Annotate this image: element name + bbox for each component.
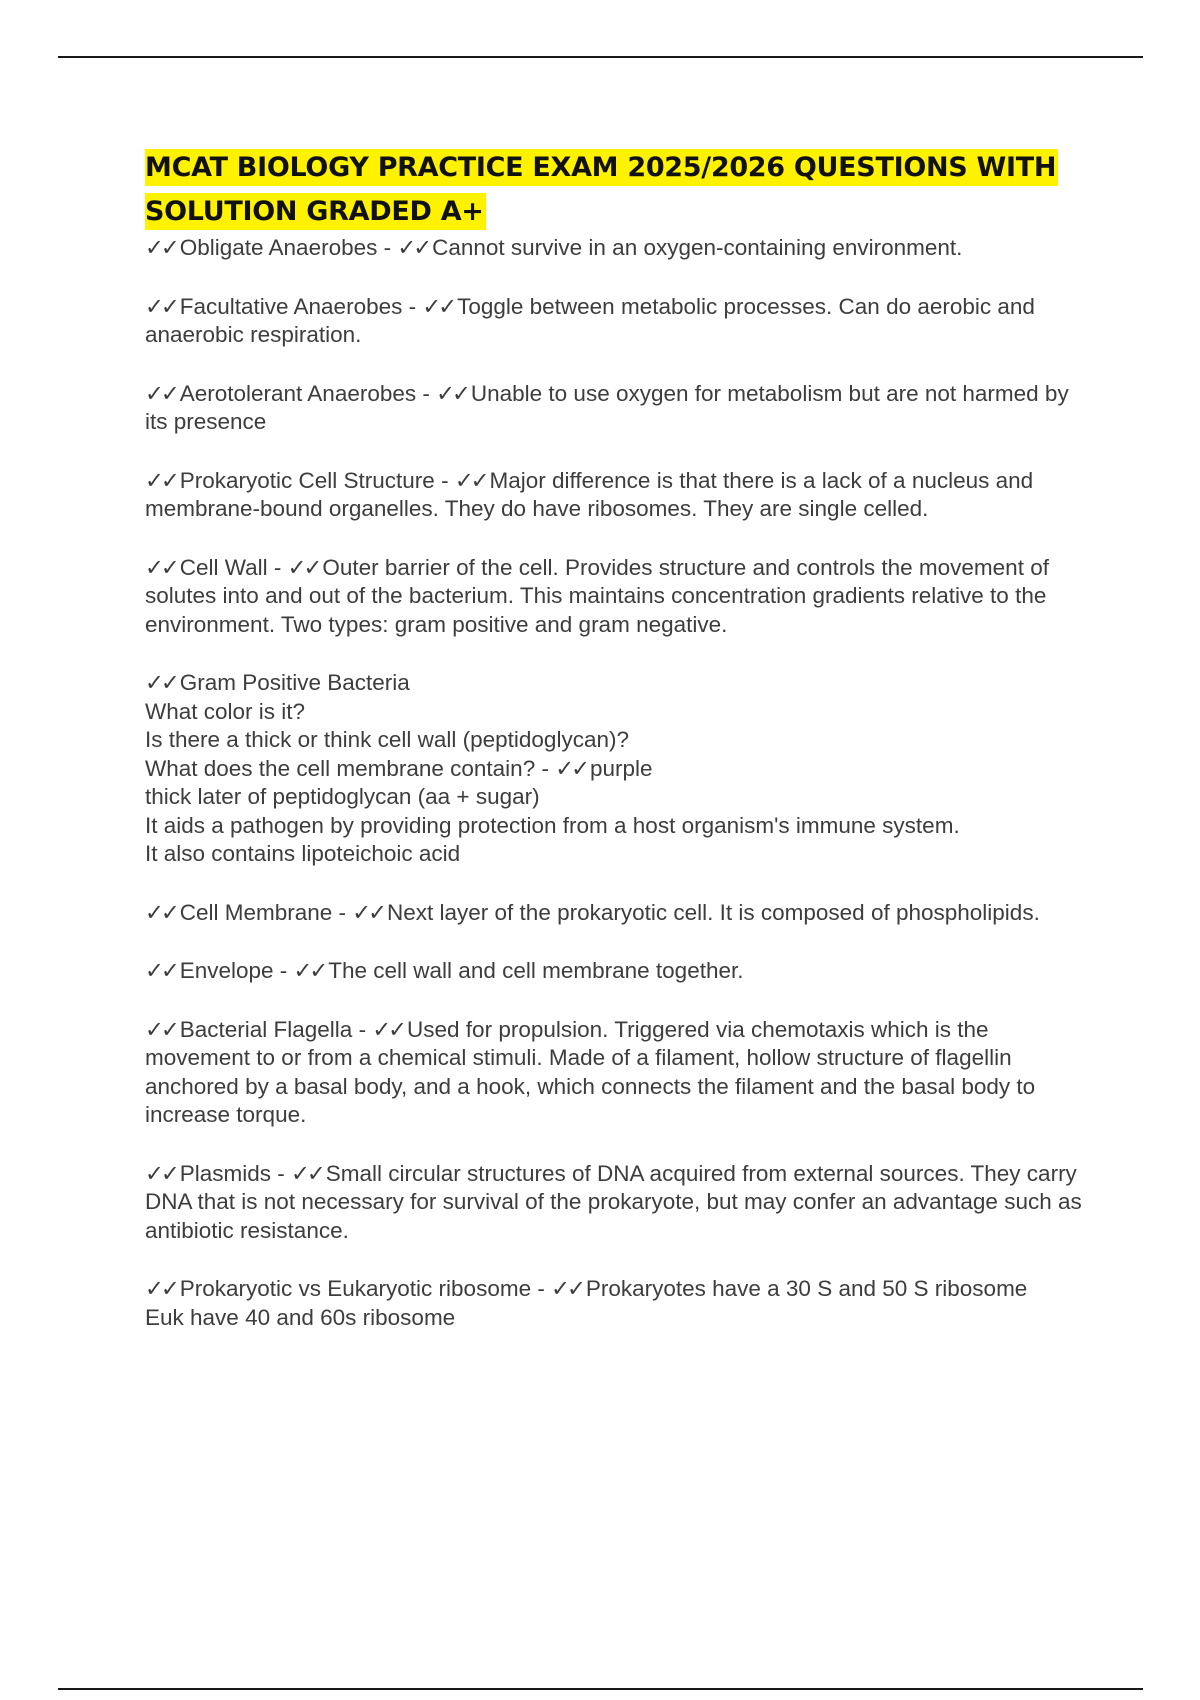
entry-definition: Toggle between metabolic processes. Can do aerobic and anaerobic respiration. [145, 293, 1035, 347]
top-rule [58, 56, 1143, 58]
entry-term: Obligate Anaerobes [179, 235, 378, 260]
entry-term: Prokaryotic Cell Structure [179, 467, 435, 493]
entry-definition-line: Euk have 40 and 60s ribosome [145, 1304, 456, 1330]
check-icon: ✓✓ [555, 755, 587, 781]
check-icon: ✓✓ [145, 467, 177, 493]
entry-definition: Major difference is that there is a lack of a nucleus and membrane-bound organelles. They do have ribosomes. They are single celled. [145, 467, 1034, 521]
entry-term: Bacterial Flagella [179, 1016, 353, 1042]
list-item: ✓✓ Bacterial Flagella - ✓✓ Used for propulsion. Triggered via chemotaxis which is the movement to or from a chemical stimuli. Made of a filament, hollow structure of flagellin anchored by a basal body, and a hook, which connects the filament and the basal body to increase torque. [145, 1016, 1036, 1127]
entry-term: Envelope [179, 958, 274, 983]
entry-first-line: ✓✓ Prokaryotic vs Eukaryotic ribosome - ✓✓ Prokaryotes have a 30 S and 50 S ribosome [145, 1276, 1028, 1301]
document-title [145, 146, 1090, 234]
entry-term-line: Is there a thick or think cell wall (peptidoglycan)? [145, 727, 629, 752]
check-icon: ✓✓ [397, 235, 430, 260]
list-item: ✓✓ Obligate Anaerobes - ✓✓ Cannot survive in an oxygen-containing environment. [145, 235, 963, 260]
check-icon: ✓✓ [145, 1276, 177, 1301]
list-item: ✓✓ Prokaryotic Cell Structure - ✓✓ Major difference is that there is a lack of a nucleus and membrane-bound organelles. They do have ribosomes. They are single celled. [145, 467, 1034, 521]
list-item: ✓✓ Plasmids - ✓✓ Small circular structures of DNA acquired from external sources. They carry DNA that is not necessary for survival of the prokaryote, but may confer an advantage such as antibiotic resistance. [145, 1160, 1082, 1243]
check-icon: ✓✓ [291, 1160, 323, 1186]
entry-definition-line: thick later of peptidoglycan (aa + sugar) [145, 784, 540, 809]
check-icon: ✓✓ [145, 958, 177, 983]
entry-term-line [145, 669, 1090, 698]
check-icon: ✓✓ [145, 1160, 177, 1186]
flashcard-list [145, 234, 1090, 1332]
check-icon: ✓✓ [352, 899, 384, 925]
list-item: ✓✓ Cell Membrane - ✓✓ Next layer of the prokaryotic cell. It is composed of phospholipids. [145, 899, 1040, 925]
entry-definition: Next layer of the prokaryotic cell. It is composed of phospholipids. [387, 899, 1040, 925]
entry-term: Aerotolerant Anaerobes [179, 380, 417, 406]
check-icon: ✓✓ [145, 670, 177, 695]
entry-definition: Small circular structures of DNA acquired from external sources. They carry DNA that is not necessary for survival of the prokaryote, but may confer an advantage such as antibiotic resistance. [145, 1160, 1082, 1243]
entry-definition-line: It also contains lipoteichoic acid [145, 841, 461, 866]
entry-term: Facultative Anaerobes [179, 293, 403, 319]
check-icon: ✓✓ [551, 1276, 583, 1301]
list-item: ✓✓ Aerotolerant Anaerobes - ✓✓ Unable to use oxygen for metabolism but are not harmed by its presence [145, 380, 1069, 434]
entry-term: Gram Positive Bacteria [179, 670, 410, 695]
entry-definition-line: It aids a pathogen by providing protection from a host organism's immune system. [145, 812, 960, 838]
list-item: ✓✓ Envelope - ✓✓ The cell wall and cell membrane together. [145, 958, 744, 983]
list-item [145, 669, 1090, 869]
check-icon: ✓✓ [293, 958, 326, 983]
entry-term: What does the cell membrane contain? [145, 755, 536, 781]
entry-term-line: What does the cell membrane contain? - ✓✓ purple [145, 755, 653, 781]
check-icon: ✓✓ [372, 1016, 405, 1042]
entry-definition: Prokaryotes have a 30 S and 50 S ribosome [585, 1276, 1028, 1301]
list-item [145, 1275, 1090, 1332]
check-icon: ✓✓ [454, 467, 487, 493]
entry-term-line: What color is it? [145, 698, 306, 724]
entry-definition: The cell wall and cell membrane together. [328, 958, 744, 983]
check-icon: ✓✓ [145, 380, 177, 406]
entry-term: Plasmids [179, 1160, 271, 1186]
bottom-rule [58, 1688, 1143, 1690]
check-icon: ✓✓ [145, 235, 177, 260]
check-icon: ✓✓ [145, 293, 177, 319]
entry-term: Cell Wall [179, 554, 268, 580]
check-icon: ✓✓ [287, 554, 320, 580]
check-icon: ✓✓ [422, 293, 455, 319]
entry-definition: purple [589, 755, 653, 781]
check-icon: ✓✓ [436, 380, 468, 406]
document-body [145, 146, 1090, 1362]
entry-term: Prokaryotic vs Eukaryotic ribosome [179, 1276, 532, 1301]
entry-definition: Used for propulsion. Triggered via chemotaxis which is the movement to or from a chemical stimuli. Made of a filament, hollow structure of flagellin anchored by a basal body, and a hook, which connects the filament and the basal body to increase torque. [145, 1016, 1036, 1127]
list-item: ✓✓ Cell Wall - ✓✓ Outer barrier of the cell. Provides structure and controls the movement of solutes into and out of the bacterium. This maintains concentration gradients relative to the environment. Two types: gram positive and gram negative. [145, 554, 1049, 637]
entry-definition: Outer barrier of the cell. Provides structure and controls the movement of solutes into and out of the bacterium. This maintains concentration gradients relative to the environment. Two types: gram positive and gram negative. [145, 554, 1049, 637]
title-highlight: MCAT BIOLOGY PRACTICE EXAM 2025/2026 QUESTIONS WITH SOLUTION GRADED A+ [145, 149, 1058, 230]
entry-definition: Unable to use oxygen for metabolism but are not harmed by its presence [145, 380, 1069, 434]
list-item: ✓✓ Facultative Anaerobes - ✓✓ Toggle between metabolic processes. Can do aerobic and anaerobic respiration. [145, 293, 1035, 347]
check-icon: ✓✓ [145, 554, 177, 580]
entry-term: Cell Membrane [179, 899, 333, 925]
check-icon: ✓✓ [145, 899, 177, 925]
entry-definition: Cannot survive in an oxygen-containing environment. [432, 235, 963, 260]
check-icon: ✓✓ [145, 1016, 177, 1042]
